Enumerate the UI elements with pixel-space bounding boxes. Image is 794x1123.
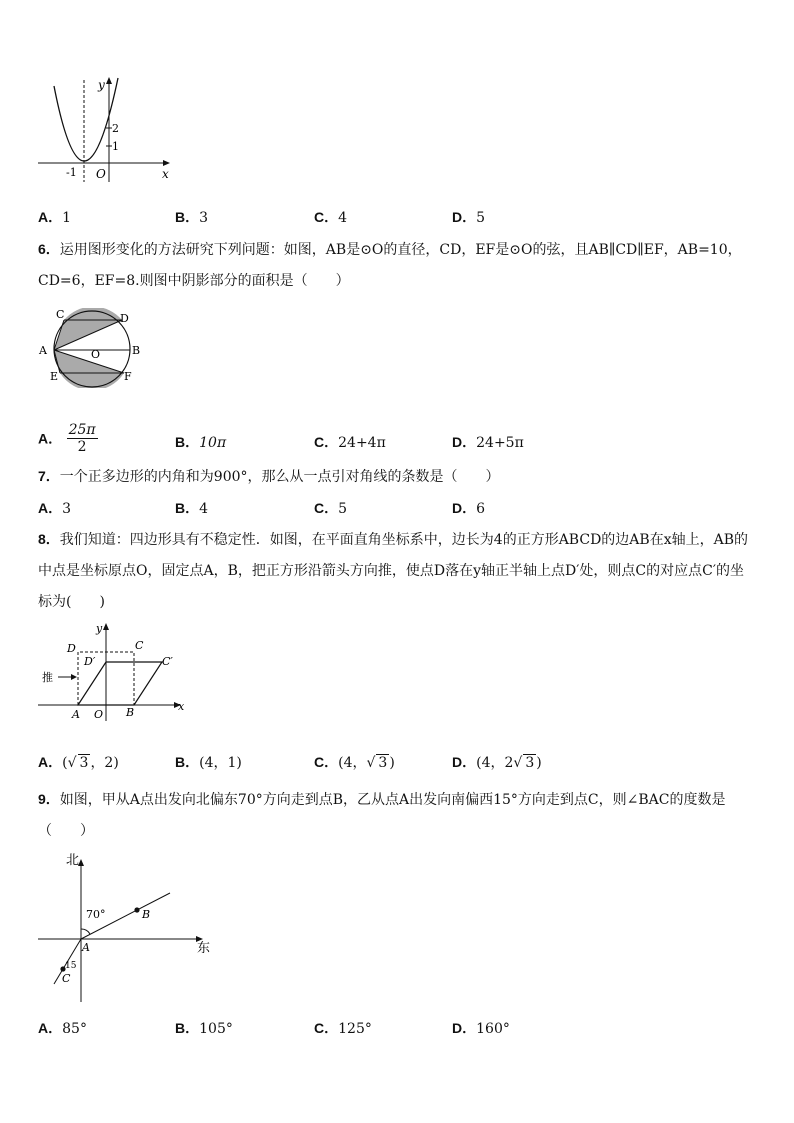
sqrt-icon: √ (67, 755, 77, 771)
q9-angle15-label: 15 (65, 961, 77, 971)
q5-parabola-curve (54, 78, 118, 161)
q8-parallelogram (78, 662, 162, 705)
q8-label-c: C (135, 639, 144, 652)
q5-options (38, 207, 558, 227)
q9-east-label: 东 (197, 941, 211, 956)
q9-angle70-label: 70° (86, 908, 106, 921)
q8-label-o: O (94, 708, 104, 721)
q9-option-a[interactable]: A．85° (38, 1020, 87, 1037)
q5-option-b[interactable]: B．3 (175, 209, 209, 226)
q8-options (38, 752, 598, 772)
q7-options (38, 498, 558, 518)
q6-label-d: D (120, 312, 129, 325)
q8-label-a: A (72, 708, 80, 721)
q6-option-d[interactable]: D．24+5π (452, 434, 524, 451)
q8-y-arrow (103, 623, 109, 630)
q6-options (38, 422, 598, 462)
q6-circle-figure (36, 308, 148, 388)
q7-option-d[interactable]: D．6 (452, 500, 486, 517)
q7-option-c[interactable]: C．5 (314, 500, 348, 517)
q8-label-dp: D′ (84, 655, 96, 668)
q7-option-a[interactable]: A．3 (38, 500, 72, 517)
q5-x-label: x (162, 167, 169, 181)
q8-square-figure (36, 618, 192, 722)
q6-label-f: F (124, 370, 132, 383)
q9-option-b[interactable]: B．105° (175, 1020, 233, 1037)
q6-shaded-seg-bottom (60, 373, 124, 388)
q8-option-a[interactable]: A．(√ 3 ，2) (38, 754, 119, 771)
q8-label-d: D (67, 642, 76, 655)
q8-label-b: B (126, 706, 135, 719)
q6-option-a[interactable]: A． $\frac{25\pi}{2}$ (38, 422, 96, 455)
q5-option-d[interactable]: D．5 (452, 209, 486, 226)
q6-label-e: E (50, 370, 59, 383)
q6-stem: 6．运用图形变化的方法研究下列问题：如图，AB是⊙O的直径，CD，EF是⊙O的弦，且AB∥CD∥EF，AB=10，CD=6，EF=8.则图中阴影部分的面积是（ ） (38, 241, 742, 289)
q5-parabola-figure (36, 72, 176, 184)
q9-option-d[interactable]: D．160° (452, 1020, 510, 1037)
q9-option-c[interactable]: C．125° (314, 1020, 372, 1037)
q9-options (38, 1018, 558, 1038)
q5-tick-x-label: -1 (66, 166, 77, 179)
q6-label-a: A (39, 344, 47, 357)
q6-option-a-fraction: $\frac{25\pi}{2}$ (68, 422, 96, 455)
sqrt-icon: √ (366, 755, 376, 771)
q9-stem: 9．如图，甲从A点出发向北偏东70°方向走到点B，乙从点A出发向南偏西15°方向走到点C，则∠BAC的度数是（ ） (38, 791, 726, 839)
q6-label-b: B (132, 344, 141, 357)
q9-angle-70-arc (81, 929, 90, 934)
q5-y-label: y (98, 78, 105, 92)
q9-label-a: A (82, 941, 90, 954)
q5-origin-label: O (96, 167, 106, 181)
q8-stem: 8．我们知道：四边形具有不稳定性．如图，在平面直角坐标系中，边长为4的正方形ABCD的边AB在x轴上，AB的中点是坐标原点O，固定点A，B，把正方形沿箭头方向推，使点D落在y轴正半轴上点D′处，则点C的对应点C′的坐标为( ) (38, 531, 748, 610)
q7-option-b[interactable]: B．4 (175, 500, 209, 517)
q8-option-d[interactable]: D．(4，2√ 3 ) (452, 754, 542, 771)
q8-push-arrow-head (71, 674, 77, 680)
q5-x-arrow (163, 160, 170, 166)
q9-direction-figure (36, 850, 216, 1004)
q9-label-b: B (142, 908, 151, 921)
q6-option-b[interactable]: B．10π (175, 434, 227, 451)
q8-option-c[interactable]: C．(4，√ 3 ) (314, 754, 395, 771)
q9-label-c: C (62, 972, 71, 985)
q6-label-o: O (91, 348, 101, 361)
q9-north-label: 北 (66, 853, 80, 868)
q8-option-b[interactable]: B．(4，1) (175, 754, 242, 771)
q6-label-c: C (56, 308, 65, 321)
q5-option-a[interactable]: A．1 (38, 209, 72, 226)
q8-push-label: 推 (42, 671, 53, 684)
sqrt-icon: √ (513, 755, 523, 771)
q5-y-arrow (106, 77, 112, 84)
q8-y-label: y (96, 622, 103, 635)
q5-tick-y1-label: 1 (112, 140, 119, 153)
q8-x-label: x (178, 700, 185, 713)
q5-option-c[interactable]: C．4 (314, 209, 348, 226)
q5-tick-y2-label: 2 (112, 122, 119, 135)
q9-point-b (134, 907, 139, 912)
q7-stem: 7．一个正多边形的内角和为900°，那么从一点引对角线的条数是（ ） (38, 468, 500, 485)
q6-option-c[interactable]: C．24+4π (314, 434, 386, 451)
q8-label-cp: C′ (162, 655, 173, 668)
